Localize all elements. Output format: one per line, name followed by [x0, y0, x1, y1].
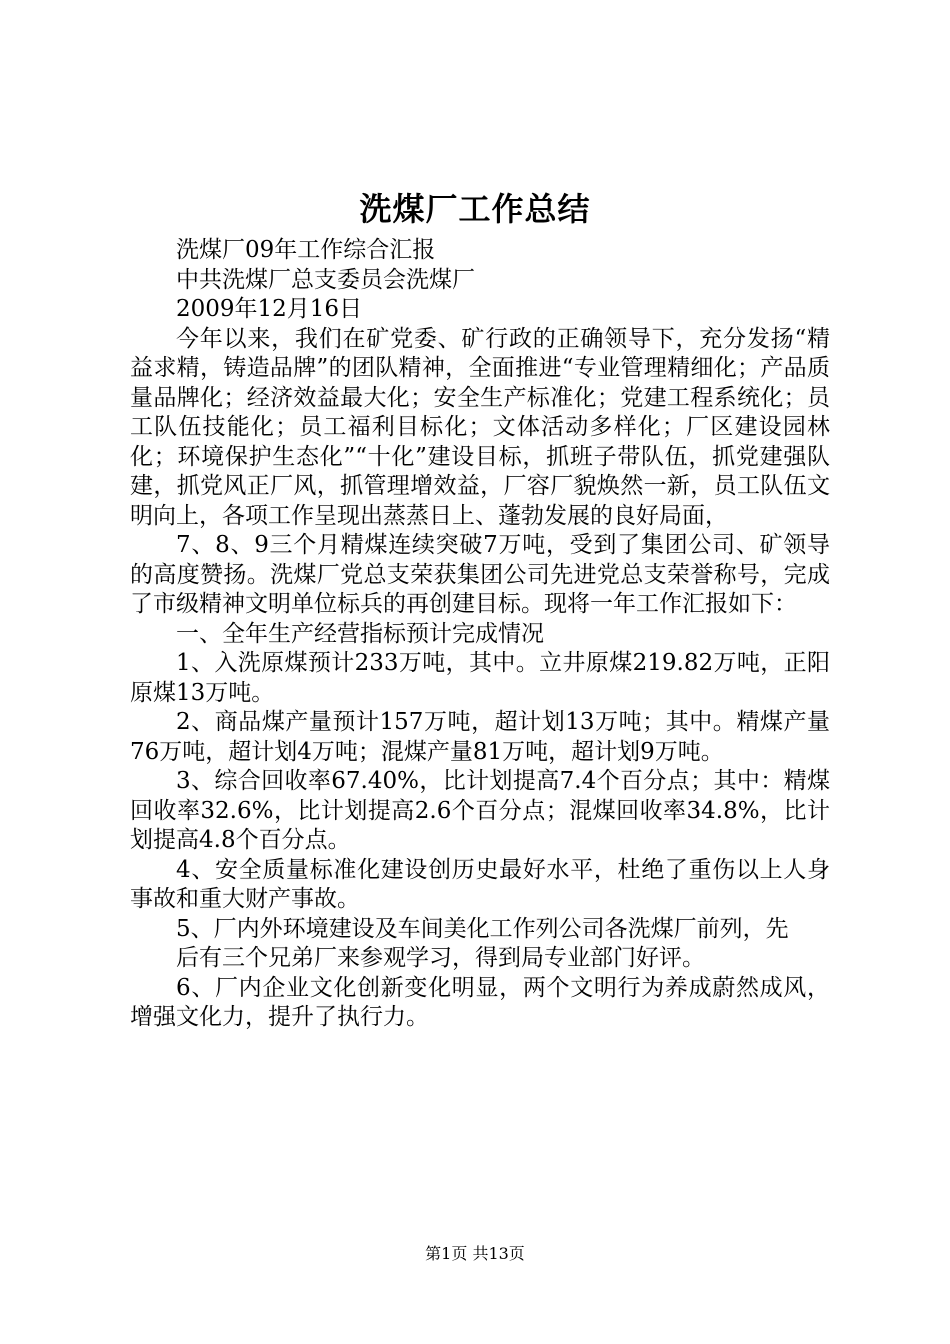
report-author: 中共洗煤厂总支委员会洗煤厂	[176, 266, 475, 293]
list-item: 2、商品煤产量预计157万吨，超计划13万吨；其中。精煤产量76万吨，超计划4万吨；混煤产量81万吨，超计划9万吨。	[130, 709, 830, 765]
section-heading: 一、全年生产经营指标预计完成情况	[176, 620, 544, 647]
document-title: 洗煤厂工作总结	[359, 190, 591, 228]
document-body	[130, 236, 830, 1033]
list-item: 5、厂内外环境建设及车间美化工作列公司各洗煤厂前列，先	[176, 915, 789, 942]
body-paragraph: 今年以来，我们在矿党委、矿行政的正确领导下，充分发扬“精益求精，铸造品牌”的团队精神，全面推进“专业管理精细化；产品质量品牌化；经济效益最大化；安全生产标准化；党建工程系统化；员工队伍技能化；员工福利目标化；文体活动多样化；厂区建设园林化；环境保护生态化”“十化”建设目标，抓班子带队伍，抓党建强队建，抓党风正厂风，抓管理增效益，厂容厂貌焕然一新，员工队伍文明向上，各项工作呈现出蒸蒸日上、蓬勃发展的良好局面，	[130, 325, 830, 529]
list-item: 3、综合回收率67.40%，比计划提高7.4个百分点；其中：精煤回收率32.6%，比计划提高2.6个百分点；混煤回收率34.8%，比计划提高4.8个百分点。	[130, 768, 830, 853]
list-item-continuation: 后有三个兄弟厂来参观学习，得到局专业部门好评。	[176, 945, 705, 971]
page-number: 第1页 共13页	[425, 1244, 525, 1263]
list-item: 6、厂内企业文化创新变化明显，两个文明行为养成蔚然成风，增强文化力，提升了执行力。	[130, 974, 830, 1030]
list-item: 1、入洗原煤预计233万吨，其中。立井原煤219.82万吨，正阳原煤13万吨。	[130, 650, 830, 706]
list-item: 4、安全质量标准化建设创历史最好水平，杜绝了重伤以上人身事故和重大财产事故。	[130, 856, 830, 912]
body-paragraph: 7、8、9三个月精煤连续突破7万吨，受到了集团公司、矿领导的高度赞扬。洗煤厂党总支荣获集团公司先进党总支荣誉称号，完成了市级精神文明单位标兵的再创建目标。现将一年工作汇报如下：	[130, 532, 830, 617]
report-date: 2009年12月16日	[176, 296, 363, 322]
report-heading: 洗煤厂09年工作综合汇报	[176, 237, 436, 263]
